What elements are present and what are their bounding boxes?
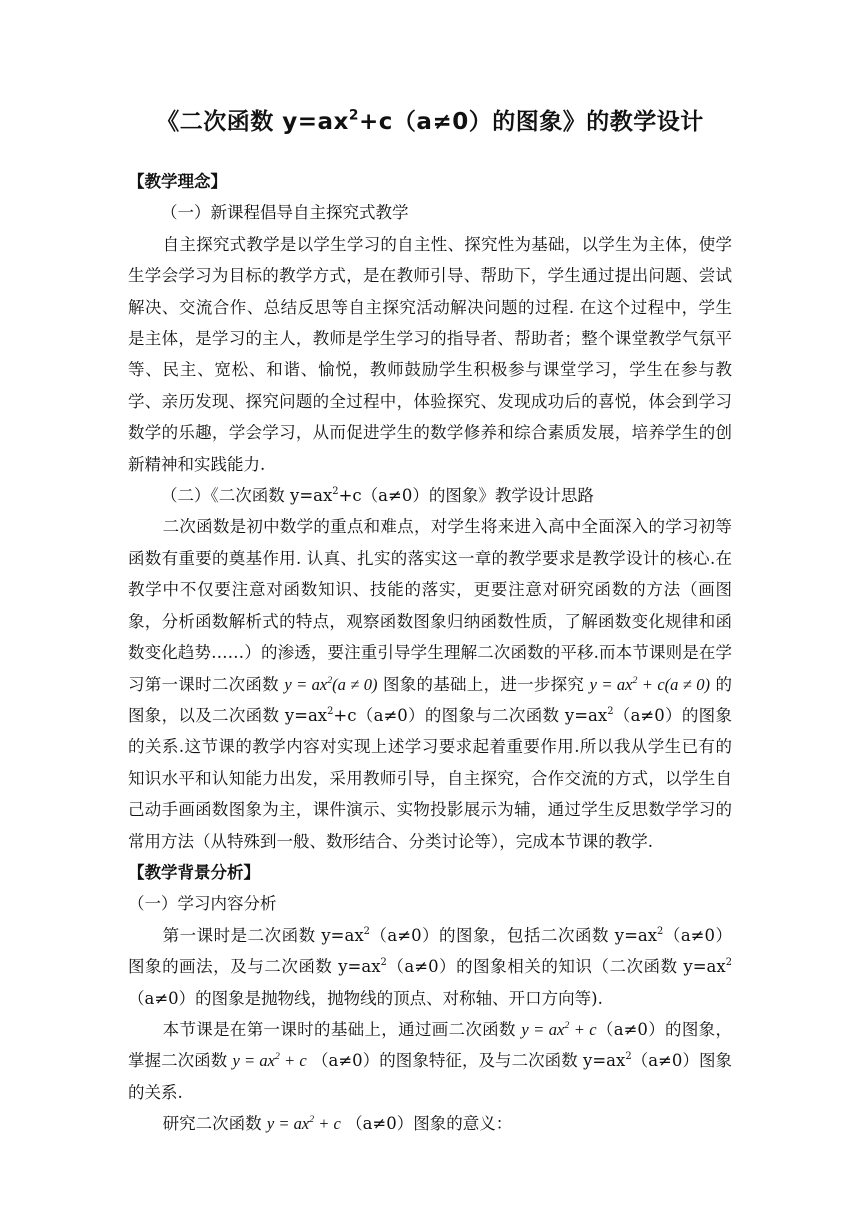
text-run: 第一课时是二次函数 y=ax <box>162 925 364 945</box>
paragraph-first-lesson <box>128 920 732 1014</box>
formula-part: y = ax <box>232 1051 275 1071</box>
text-run: 的图象，以及二次函数 y=ax <box>128 674 732 725</box>
section-heading-teaching-philosophy: 【教学理念】 <box>128 172 227 191</box>
formula <box>267 1114 341 1133</box>
exponent: 2 <box>327 705 334 717</box>
subheading-inquiry-teaching: （一）新课程倡导自主探究式教学 <box>161 203 409 223</box>
text-run: （a≠0）图象的画法，及与二次函数 y=ax <box>128 925 732 977</box>
text-run: （a≠0）的图象相关的知识（二次函数 y=ax <box>386 957 726 977</box>
exponent: 2 <box>607 705 614 717</box>
exponent: 2 <box>380 957 387 969</box>
formula-part: (a ≠ 0) <box>332 674 378 694</box>
exponent: 2 <box>657 925 664 937</box>
exponent: 2 <box>332 486 339 498</box>
subheading-text: （二）《二次函数 y=ax <box>161 486 333 506</box>
exponent: 2 <box>725 957 732 969</box>
formula-part: + c(a ≠ 0) <box>637 674 710 694</box>
paragraph-significance <box>128 1108 732 1139</box>
title-text-end: +c（a≠0）的图象》的教学设计 <box>359 109 704 135</box>
formula-part: + c <box>279 1051 307 1071</box>
exponent: 2 <box>309 1114 315 1126</box>
section-heading-background-analysis: 【教学背景分析】 <box>128 862 260 882</box>
text-run: （a≠0）的图象，包括二次函数 y=ax <box>369 925 658 945</box>
document-body <box>128 166 732 1140</box>
subheading-design-approach <box>128 480 732 511</box>
formula-part: y = ax <box>521 1019 565 1039</box>
formula-part: + c <box>314 1114 341 1134</box>
formula-part: y = ax <box>266 1114 310 1134</box>
paragraph-design-approach <box>128 511 732 856</box>
text-run: 研究二次函数 <box>162 1114 267 1134</box>
paragraph-this-lesson <box>128 1014 732 1108</box>
formula-part: + c <box>569 1019 597 1039</box>
text-run: 本节课是在第一课时的基础上，通过画二次函数 <box>162 1019 522 1039</box>
text-run: （a≠0）的图象特征，及与二次函数 y=ax <box>306 1051 626 1071</box>
formula <box>521 1020 596 1039</box>
text-run: （a≠0）的图象，掌握二次函数 <box>128 1019 732 1071</box>
exponent: 2 <box>632 674 638 686</box>
page-title <box>0 103 860 136</box>
exponent: 2 <box>363 925 370 937</box>
exponent: 2 <box>564 1020 570 1032</box>
exponent: 2 <box>625 1051 632 1063</box>
formula-part: y = ax <box>589 674 633 694</box>
text-run: （a≠0）图象的意义： <box>340 1114 513 1134</box>
formula <box>590 675 710 694</box>
text-run: 二次函数是初中数学的重点和难点，对学生将来进入高中全面深入的学习初等函数有重要的奠基作用. 认真、扎实的落实这一章的教学要求是教学设计的核心.在教学中不仅要注意对函数知识、技能的落实，更要注意对研究函数的方法（画图象，分析函数解析式的特点，观察函数图象归纳函数性质，了解函数变化规律和函数变化趋势……）的渗透，要注重引导学生理解二次函数的平移.而本节课则是在学习第一课时二次函数 <box>128 517 732 694</box>
subheading-content-analysis: （一）学习内容分析 <box>128 894 277 914</box>
exponent: 2 <box>327 674 333 686</box>
exponent: 2 <box>274 1051 280 1063</box>
subheading-text-end: +c（a≠0）的图象》教学设计思路 <box>338 486 594 506</box>
formula <box>233 1051 307 1070</box>
text-run: （a≠0）的图象的关系.这节课的教学内容对实现上述学习要求起着重要作用.所以我从学生已有的知识水平和认知能力出发，采用教师引导，自主探究，合作交流的方式，以学生自己动手画函数图象为主，课件演示、实物投影展示为辅，通过学生反思数学学习的常用方法（从特殊到一般、数形结合、分类讨论等），完成本节课的教学. <box>128 705 732 851</box>
text-run: 图象的基础上，进一步探究 <box>377 674 590 694</box>
text-run: +c（a≠0）的图象与二次函数 y=ax <box>333 705 608 725</box>
text-run: （a≠0）的图象是抛物线，抛物线的顶点、对称轴、开口方向等). <box>128 988 603 1008</box>
title-exponent: 2 <box>348 107 360 124</box>
title-text: 《二次函数 y=ax <box>156 109 349 135</box>
text-run: （a≠0）图象的关系. <box>128 1051 732 1102</box>
formula-part: y = ax <box>284 674 328 694</box>
formula <box>284 675 377 694</box>
paragraph-inquiry-teaching: 自主探究式教学是以学生学习的自主性、探究性为基础，以学生为主体，使学生学会学习为目标的教学方式，是在教师引导、帮助下，学生通过提出问题、尝试解决、交流合作、总结反思等自主探究活动解决问题的过程. 在这个过程中，学生是主体，是学习的主人，教师是学生学习的指导者、帮助者；整个课堂教学气氛平等、民主、宽松、和谐、愉悦，教师鼓励学生积极参与课堂学习，学生在参与教学、亲历发现、探究问题的全过程中，体验探究、发现成功后的喜悦，体会到学习数学的乐趣，学会学习，从而促进学生的数学修养和综合素质发展，培养学生的创新精神和实践能力. <box>128 234 732 474</box>
